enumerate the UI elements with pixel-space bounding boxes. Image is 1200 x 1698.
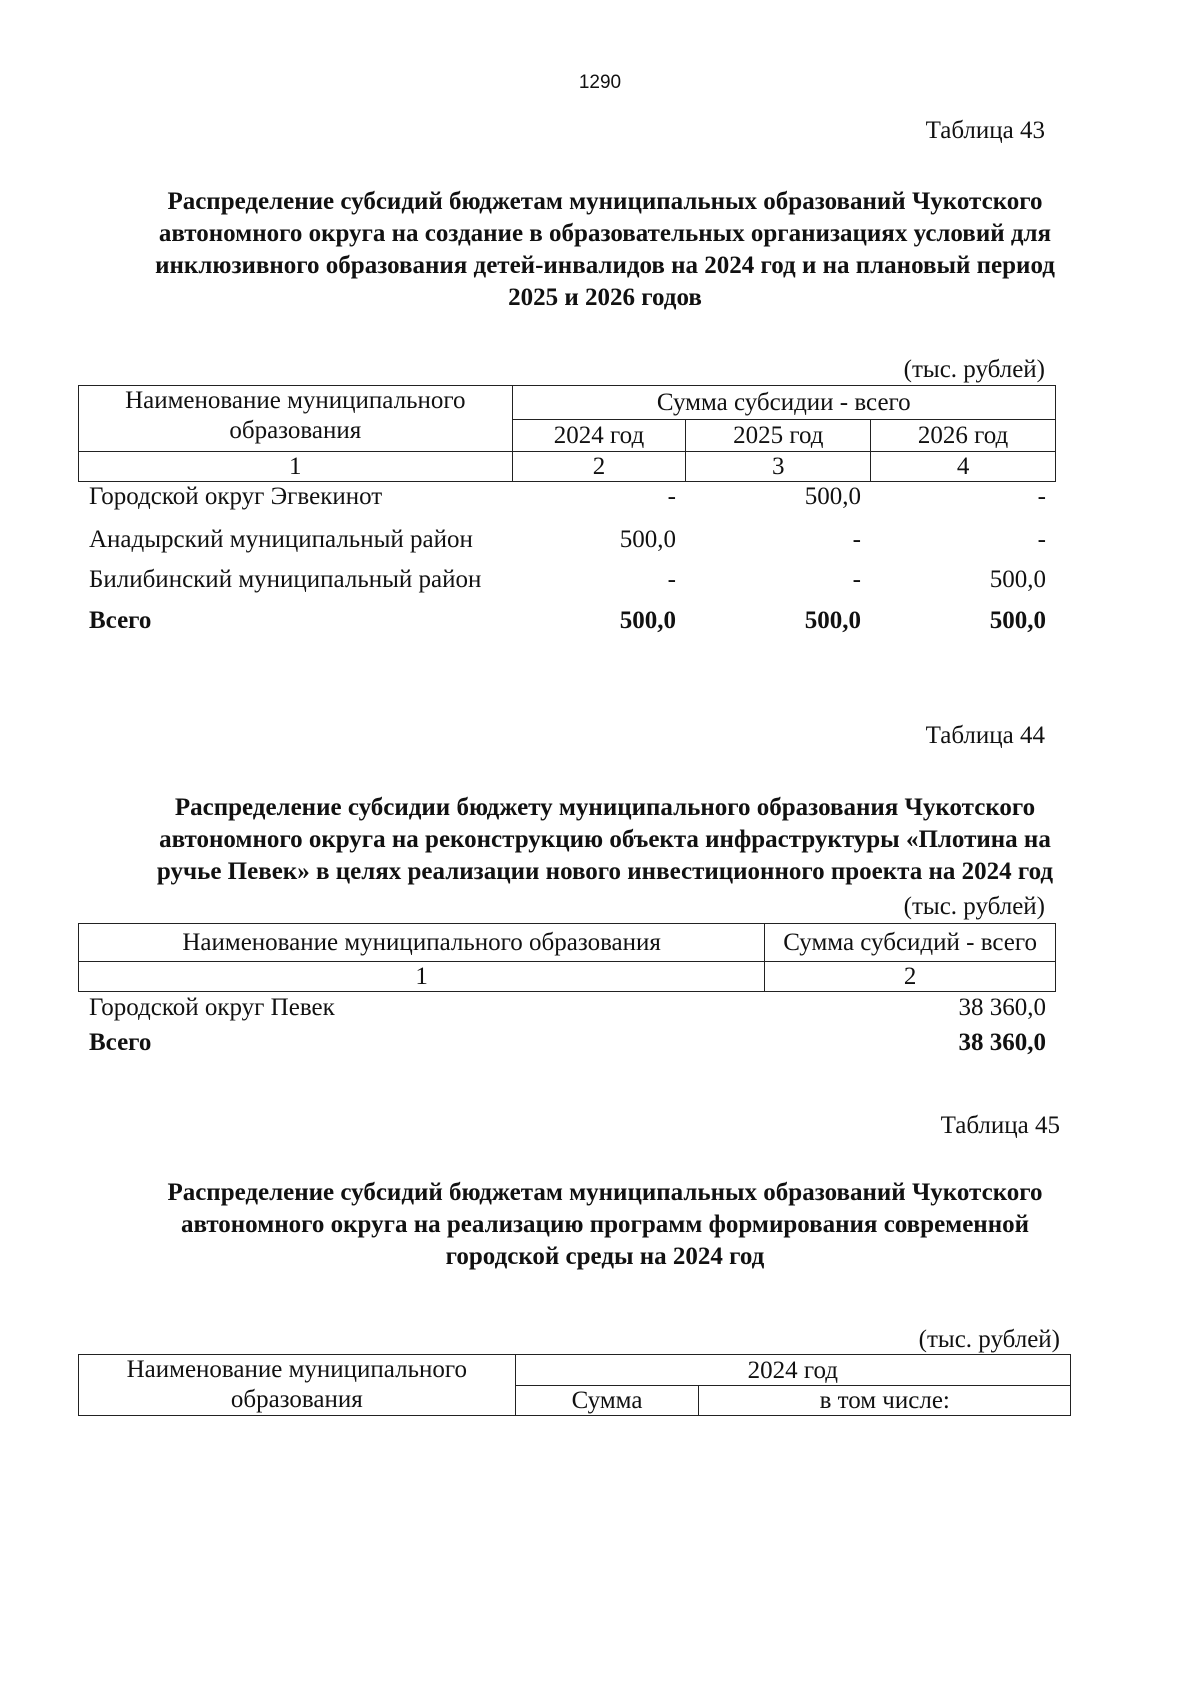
total-label: Всего <box>89 607 152 634</box>
table-45-header <box>78 1354 1071 1416</box>
total-label: Всего <box>89 1029 152 1056</box>
col-number: 2 <box>512 452 686 482</box>
row-name: Городской округ Эгвекинот <box>89 483 383 510</box>
total-2025: 500,0 <box>804 607 861 634</box>
row-name: Анадырский муниципальный район <box>89 526 473 553</box>
header-sum-cell: Сумма субсидий - всего <box>765 924 1056 962</box>
total-row <box>0 607 1200 637</box>
row-value-2025: - <box>852 526 861 553</box>
table-45-unit: (тыс. рублей) <box>918 1326 1060 1353</box>
table-43-unit: (тыс. рублей) <box>903 356 1045 383</box>
table-45-title: Распределение субсидий бюджетам муниципальных образований Чукотского автономного округа на реализацию программ формирования современной городской среды на 2024 год <box>167 1179 1043 1270</box>
row-value-2025: 500,0 <box>804 483 861 510</box>
total-2024: 500,0 <box>619 607 676 634</box>
col-number: 1 <box>79 962 765 992</box>
table-45-label: Таблица 45 <box>940 1112 1060 1139</box>
row-value-2026: 500,0 <box>989 566 1046 593</box>
total-row <box>0 1029 1200 1059</box>
table-43-title: Распределение субсидий бюджетам муниципальных образований Чукотского автономного округа на создание в образовательных организациях условий для инклюзивного образования детей-инвалидов на 2024 год и на плановый период 2025 и 2026 годов <box>155 188 1055 311</box>
header-year-2024: 2024 год <box>512 420 686 452</box>
row-value-2026: - <box>1037 483 1046 510</box>
row-name: Билибинский муниципальный район <box>89 566 482 593</box>
row-value-2024: - <box>667 483 676 510</box>
table-row <box>0 526 1200 556</box>
header-including-cell: в том числе: <box>699 1386 1071 1416</box>
total-value: 38 360,0 <box>958 1029 1046 1056</box>
col-number: 1 <box>79 452 513 482</box>
row-value-2024: 500,0 <box>619 526 676 553</box>
table-44-unit: (тыс. рублей) <box>903 893 1045 920</box>
table-43-label: Таблица 43 <box>925 117 1045 144</box>
table-44-header <box>78 923 1056 992</box>
col-number: 4 <box>871 452 1056 482</box>
col-number: 3 <box>686 452 871 482</box>
row-name: Городской округ Певек <box>89 994 335 1021</box>
header-name-cell: Наименование муниципального образования <box>79 1355 516 1416</box>
table-row <box>0 566 1200 596</box>
header-sum-cell: Сумма <box>515 1386 699 1416</box>
col-number: 2 <box>765 962 1056 992</box>
table-row <box>0 994 1200 1024</box>
header-sum-total: Сумма субсидии - всего <box>512 386 1055 420</box>
header-name-cell: Наименование муниципального образования <box>79 386 513 452</box>
header-name-cell: Наименование муниципального образования <box>79 924 765 962</box>
header-year-2026: 2026 год <box>871 420 1056 452</box>
row-value-2025: - <box>852 566 861 593</box>
table-44-label: Таблица 44 <box>925 722 1045 749</box>
table-row <box>0 483 1200 513</box>
header-year-2025: 2025 год <box>686 420 871 452</box>
total-2026: 500,0 <box>989 607 1046 634</box>
table-44-title: Распределение субсидии бюджету муниципального образования Чукотского автономного округа на реконструкцию объекта инфраструктуры «Плотина на ручье Певек» в целях реализации нового инвестиционного проекта на 2024 год <box>156 794 1054 885</box>
row-value-2024: - <box>667 566 676 593</box>
page-number: 1290 <box>578 72 622 93</box>
row-value-2026: - <box>1037 526 1046 553</box>
row-value: 38 360,0 <box>958 994 1046 1021</box>
table-43-header <box>78 385 1056 482</box>
header-year-2024: 2024 год <box>515 1355 1070 1386</box>
